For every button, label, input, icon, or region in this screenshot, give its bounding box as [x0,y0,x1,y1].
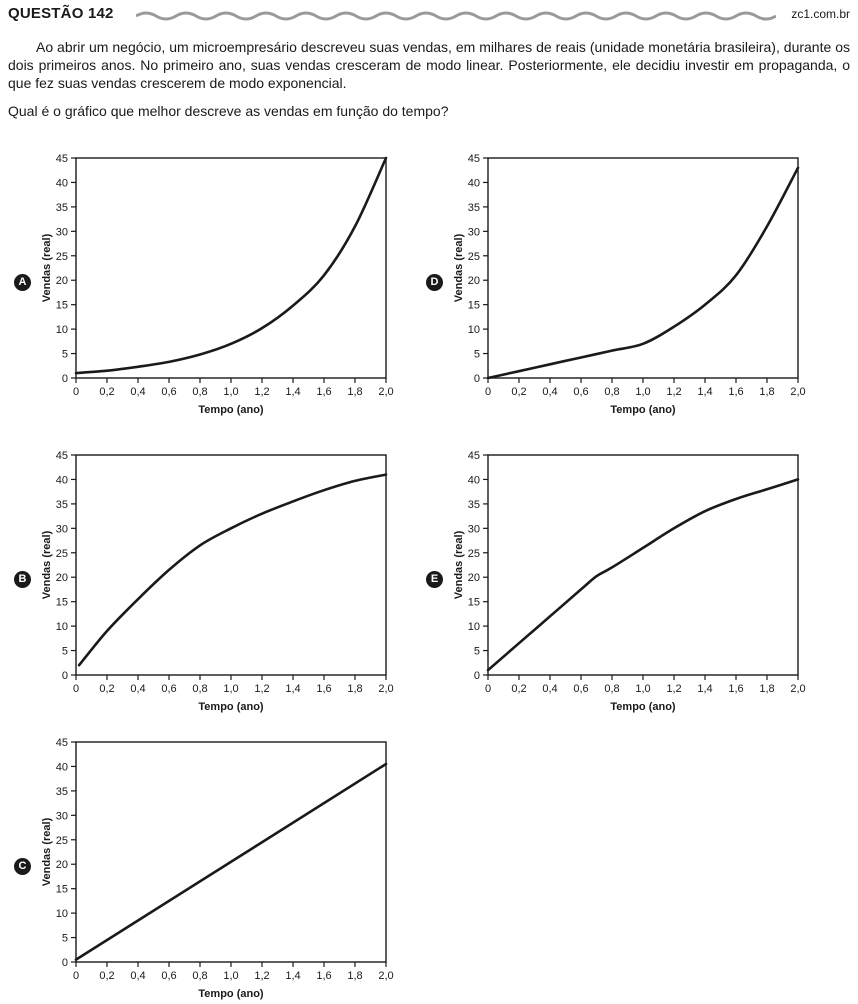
x-tick-label-a: 0,2 [99,386,115,398]
decorative-wave-divider [136,10,776,22]
question-header [8,4,850,26]
x-tick-label-c: 0,6 [161,970,177,982]
plot-frame-e [488,455,798,675]
series-line-e [488,479,798,670]
x-tick-label-d: 0,4 [542,386,558,398]
y-tick-label-c: 5 [61,932,68,945]
series-line-d [488,168,798,378]
y-tick-label-c: 0 [61,957,68,969]
y-axis-title-b: Vendas (real) [41,530,53,600]
x-tick-label-b: 0,4 [130,683,146,695]
y-tick-label-c: 25 [55,834,68,847]
chart-option-e [446,445,826,713]
y-tick-label-d: 10 [467,324,480,337]
x-tick-label-c: 0,2 [99,970,115,982]
x-tick-label-a: 0,4 [130,386,146,398]
y-tick-label-d: 40 [467,177,480,190]
y-tick-label-e: 5 [473,645,480,658]
x-tick-label-c: 1,4 [285,970,301,982]
x-tick-label-e: 1,4 [697,683,713,695]
x-tick-label-e: 1,6 [728,683,744,695]
x-tick-label-b: 0,6 [161,683,177,695]
x-tick-label-e: 0,4 [542,683,558,695]
y-tick-label-c: 20 [55,859,68,872]
x-tick-label-e: 0,6 [573,683,589,695]
y-tick-label-b: 5 [61,645,68,658]
y-tick-label-b: 15 [55,596,68,609]
x-tick-label-d: 1,6 [728,386,744,398]
x-tick-label-c: 0 [72,970,80,982]
x-tick-label-a: 0,8 [192,386,208,398]
x-tick-label-a: 1,0 [223,386,239,398]
x-tick-label-b: 1,6 [316,683,332,695]
x-tick-label-e: 1,2 [666,683,682,695]
y-tick-label-c: 45 [55,737,68,749]
chart-option-d [446,148,826,416]
x-tick-label-b: 1,8 [347,683,363,695]
x-tick-label-a: 0,6 [161,386,177,398]
x-tick-label-a: 1,8 [347,386,363,398]
y-tick-label-b: 30 [55,523,68,536]
chart-option-c [34,732,414,1000]
y-tick-label-b: 20 [55,572,68,585]
y-tick-label-a: 25 [55,250,68,263]
x-tick-label-d: 0 [484,386,492,398]
x-tick-label-b: 1,0 [223,683,239,695]
x-tick-label-c: 0,4 [130,970,146,982]
y-tick-label-d: 5 [473,348,480,361]
y-tick-label-b: 0 [61,670,68,682]
x-tick-label-b: 2,0 [378,683,394,695]
x-tick-label-d: 1,4 [697,386,713,398]
x-tick-label-c: 1,0 [223,970,239,982]
y-tick-label-d: 20 [467,275,480,288]
y-tick-label-e: 35 [467,498,480,511]
question-number: QUESTÃO 142 [8,5,114,22]
x-tick-label-c: 2,0 [378,970,394,982]
x-tick-label-a: 1,4 [285,386,301,398]
plot-frame-b [76,455,386,675]
x-tick-label-d: 0,2 [511,386,527,398]
y-tick-label-c: 40 [55,761,68,774]
y-tick-label-b: 10 [55,621,68,634]
y-tick-label-a: 15 [55,299,68,312]
series-line-c [76,764,386,960]
y-axis-title-e: Vendas (real) [453,530,465,600]
y-tick-label-b: 45 [55,450,68,462]
x-tick-label-b: 0,2 [99,683,115,695]
x-tick-label-c: 1,8 [347,970,363,982]
y-tick-label-e: 25 [467,547,480,560]
x-tick-label-b: 0 [72,683,80,695]
chart-option-a [34,148,414,416]
y-tick-label-a: 40 [55,177,68,190]
y-axis-title-c: Vendas (real) [41,817,53,887]
y-tick-label-a: 35 [55,201,68,214]
y-tick-label-d: 15 [467,299,480,312]
x-tick-label-d: 1,8 [759,386,775,398]
x-tick-label-d: 0,8 [604,386,620,398]
y-tick-label-b: 40 [55,474,68,487]
y-tick-label-d: 25 [467,250,480,263]
x-axis-title-d: Tempo (ano) [610,404,676,416]
y-axis-title-a: Vendas (real) [41,233,53,303]
option-letter-d: D [426,274,443,291]
x-tick-label-c: 0,8 [192,970,208,982]
chart-option-b [34,445,414,713]
series-line-a [76,158,386,373]
option-letter-e: E [426,571,443,588]
series-line-b [79,475,386,666]
x-tick-label-c: 1,2 [254,970,270,982]
x-tick-label-c: 1,6 [316,970,332,982]
x-tick-label-b: 1,2 [254,683,270,695]
y-tick-label-e: 10 [467,621,480,634]
y-tick-label-a: 20 [55,275,68,288]
x-tick-label-a: 1,2 [254,386,270,398]
option-letter-b: B [14,571,31,588]
x-tick-label-b: 1,4 [285,683,301,695]
y-tick-label-d: 35 [467,201,480,214]
y-tick-label-d: 0 [473,373,480,385]
y-tick-label-a: 0 [61,373,68,385]
y-tick-label-b: 25 [55,547,68,560]
x-tick-label-e: 0 [484,683,492,695]
x-tick-label-e: 0,8 [604,683,620,695]
y-tick-label-a: 45 [55,153,68,165]
y-tick-label-d: 45 [467,153,480,165]
x-axis-title-b: Tempo (ano) [198,701,264,713]
y-tick-label-e: 30 [467,523,480,536]
y-tick-label-b: 35 [55,498,68,511]
y-tick-label-c: 30 [55,810,68,823]
y-tick-label-e: 15 [467,596,480,609]
x-tick-label-e: 1,0 [635,683,651,695]
x-axis-title-c: Tempo (ano) [198,988,264,1000]
y-tick-label-e: 45 [467,450,480,462]
question-stem: Ao abrir um negócio, um microempresário descreveu suas vendas, em milhares de reais (unidade monetária brasileira), durante os dois primeiros anos. No primeiro ano, suas vendas cresceram de modo linear. Posteriormente, ele decidiu investir em propaganda, o que fez suas vendas crescerem de modo exponencial. [8,39,850,91]
y-tick-label-d: 30 [467,226,480,239]
x-tick-label-d: 1,2 [666,386,682,398]
y-tick-label-c: 15 [55,883,68,896]
question-prompt: Qual é o gráfico que melhor descreve as vendas em função do tempo? [8,103,449,119]
y-tick-label-a: 5 [61,348,68,361]
x-axis-title-e: Tempo (ano) [610,701,676,713]
y-tick-label-e: 0 [473,670,480,682]
x-tick-label-a: 1,6 [316,386,332,398]
y-tick-label-a: 30 [55,226,68,239]
x-tick-label-e: 0,2 [511,683,527,695]
y-tick-label-a: 10 [55,324,68,337]
option-letter-a: A [14,274,31,291]
y-tick-label-c: 10 [55,908,68,921]
x-axis-title-a: Tempo (ano) [198,404,264,416]
x-tick-label-d: 2,0 [790,386,806,398]
x-tick-label-b: 0,8 [192,683,208,695]
x-tick-label-d: 0,6 [573,386,589,398]
y-tick-label-e: 40 [467,474,480,487]
y-axis-title-d: Vendas (real) [453,233,465,303]
y-tick-label-c: 35 [55,785,68,798]
y-tick-label-e: 20 [467,572,480,585]
x-tick-label-a: 0 [72,386,80,398]
option-letter-c: C [14,858,31,875]
x-tick-label-d: 1,0 [635,386,651,398]
x-tick-label-e: 1,8 [759,683,775,695]
x-tick-label-a: 2,0 [378,386,394,398]
x-tick-label-e: 2,0 [790,683,806,695]
site-watermark: zc1.com.br [791,7,850,21]
